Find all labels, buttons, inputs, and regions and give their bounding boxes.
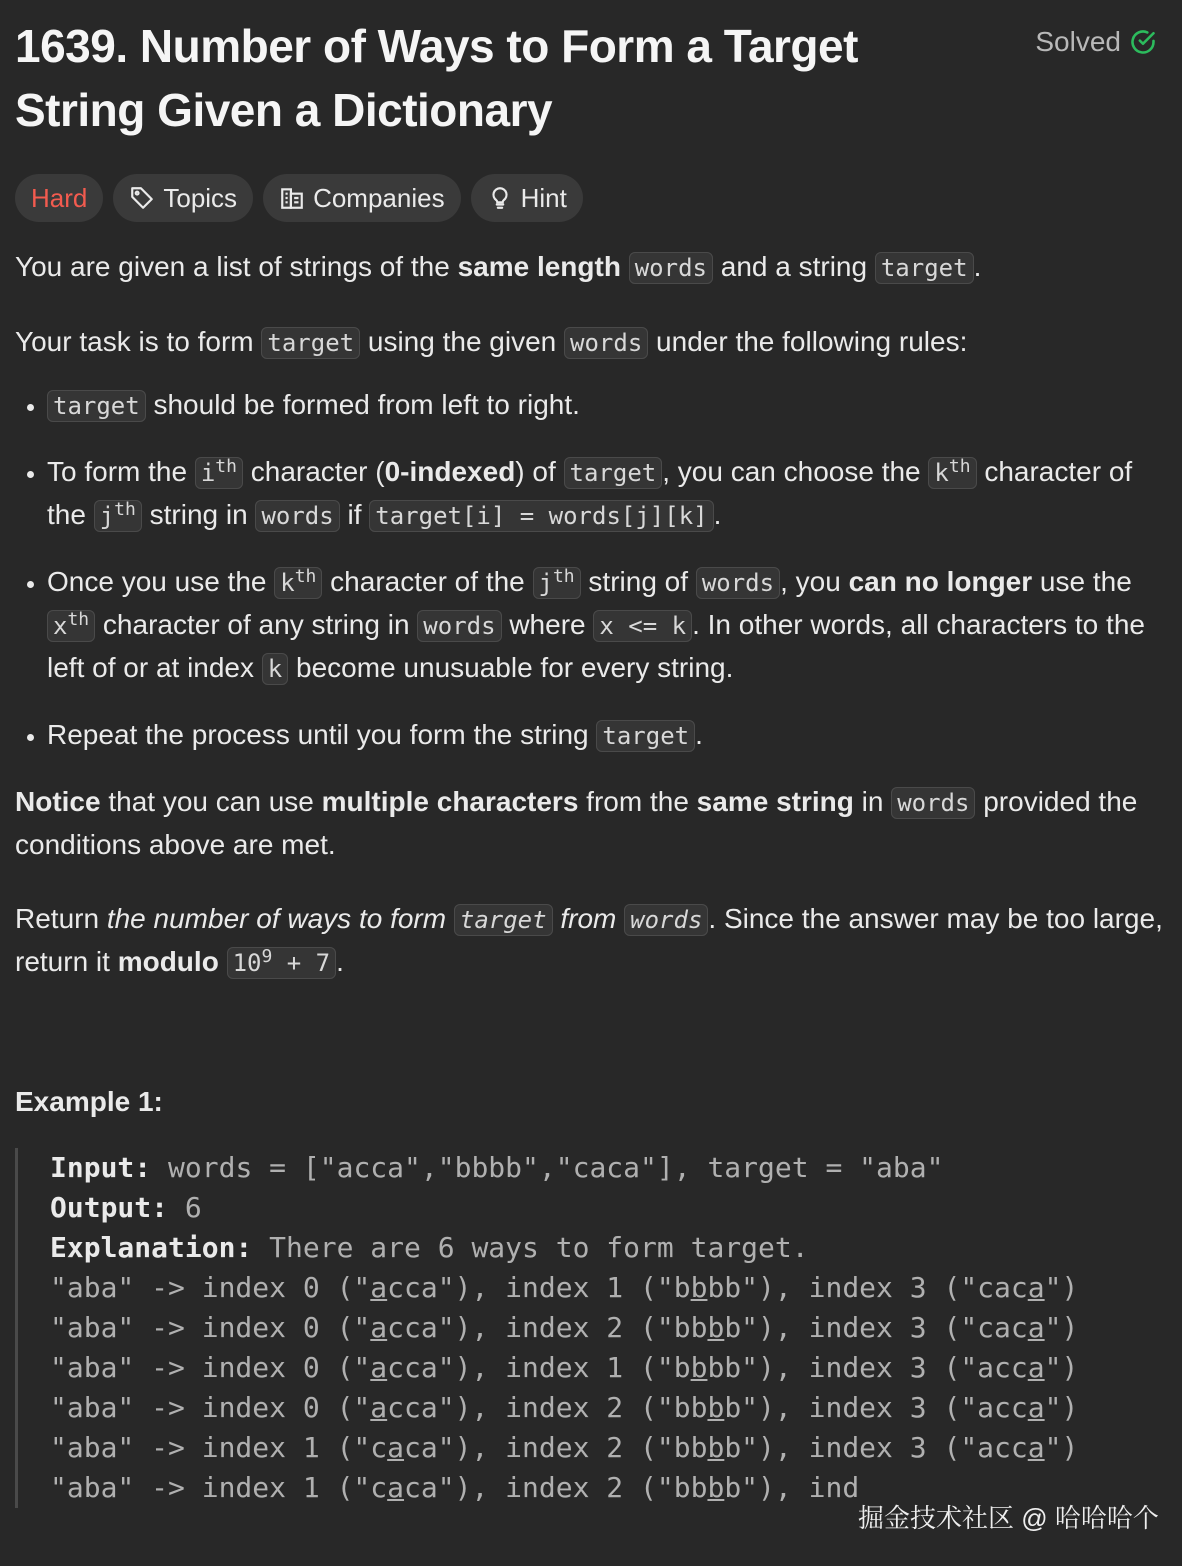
description-paragraph-1: You are given a list of strings of the same length words and a string target .	[15, 251, 982, 282]
inline-code: words	[629, 252, 713, 284]
rule-item: • Repeat the process until you form the string target .	[47, 714, 1165, 757]
hint-button[interactable]	[471, 174, 583, 222]
companies-button[interactable]	[263, 174, 461, 222]
problem-panel	[15, 14, 1165, 1508]
example-way-line: "aba" -> index 1 ("caca"), index 2 ("bbbb"), ind	[50, 1471, 860, 1504]
example-title: Example 1:	[15, 1086, 163, 1117]
inline-code: words	[564, 327, 648, 359]
topics-label: Topics	[163, 182, 238, 213]
example-block	[15, 1148, 1165, 1508]
example-way-line: "aba" -> index 1 ("caca"), index 2 ("bbbb"), index 3 ("acca")	[50, 1431, 1079, 1464]
example-input-line: Input: words = ["acca","bbbb","caca"], target = "aba"	[50, 1151, 944, 1184]
rule-item: • To form the $i^{th}$ character (0-indexed) of target , you can choose the $k^{th}$ character of the $j^{th}$ string in words if target[i] = words[j][k] .	[47, 451, 1165, 537]
rule-item: • Once you use the $k^{th}$ character of the $j^{th}$ string of words , you can no longer use the $x^{th}$ character of any string in words where x <= k . In other words, all characters to the left of or at index k become unusuable for every string.	[47, 561, 1165, 690]
companies-label: Companies	[313, 182, 445, 213]
topics-button[interactable]	[113, 174, 253, 222]
difficulty-badge	[15, 174, 103, 222]
hint-label: Hint	[520, 182, 567, 213]
solved-status	[1035, 26, 1157, 58]
example-way-line: "aba" -> index 0 ("acca"), index 2 ("bbbb"), index 3 ("caca")	[50, 1311, 1079, 1344]
example-way-line: "aba" -> index 0 ("acca"), index 2 ("bbbb"), index 3 ("acca")	[50, 1391, 1079, 1424]
solved-label: Solved	[1035, 26, 1121, 57]
inline-code: target	[875, 252, 974, 284]
tag-bar	[15, 174, 1165, 222]
rule-item: • target should be formed from left to right.	[47, 384, 1165, 427]
lightbulb-icon	[487, 185, 513, 211]
example-output-line: Output: 6	[50, 1191, 202, 1224]
check-circle-icon	[1129, 28, 1157, 56]
difficulty-label: Hard	[31, 182, 88, 213]
example-explanation-line: Explanation: There are 6 ways to form target.	[50, 1231, 809, 1264]
description-paragraph-2: Your task is to form target using the given words under the following rules:	[15, 326, 968, 357]
inline-code: target	[261, 327, 360, 359]
rules-list	[15, 384, 1165, 757]
watermark: 掘金技术社区 @ 哈哈哈个	[858, 1503, 1159, 1533]
building-icon	[279, 185, 305, 211]
problem-title: 1639. Number of Ways to Form a Target String Given a Dictionary	[15, 20, 858, 136]
example-way-line: "aba" -> index 0 ("acca"), index 1 ("bbbb"), index 3 ("acca")	[50, 1351, 1079, 1384]
return-paragraph: Return the number of ways to form target from words . Since the answer may be too large, return it modulo $10^9 + 7$ .	[15, 903, 1163, 977]
tag-icon	[129, 185, 155, 211]
example-way-line: "aba" -> index 0 ("acca"), index 1 ("bbbb"), index 3 ("caca")	[50, 1271, 1079, 1304]
notice-paragraph: Notice that you can use multiple characters from the same string in words provided the conditions above are met.	[15, 786, 1138, 860]
